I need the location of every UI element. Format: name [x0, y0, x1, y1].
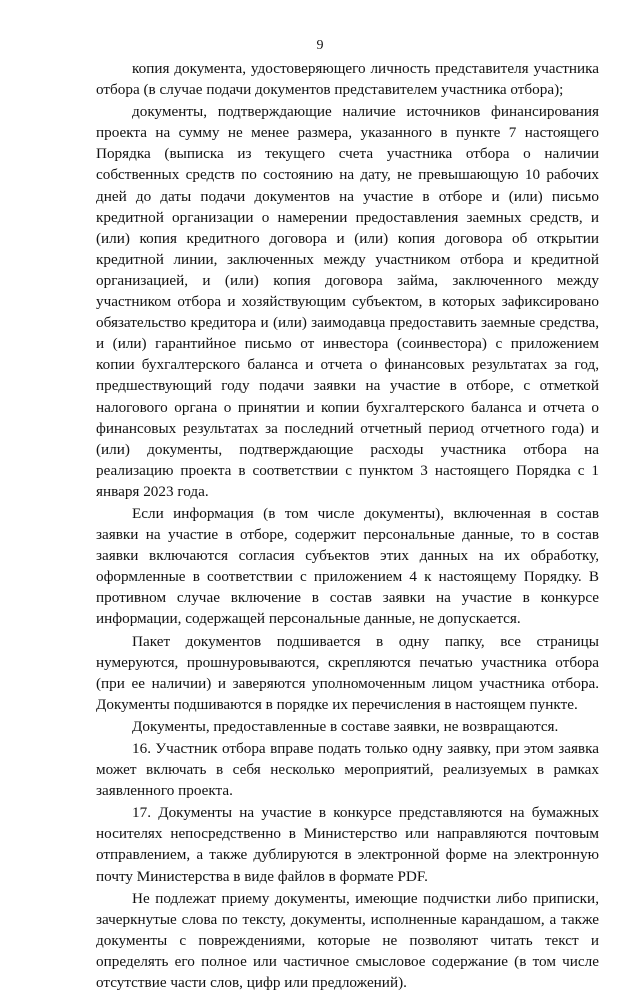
paragraph-not-accepted: Не подлежат приему документы, имеющие подчистки либо приписки, зачеркнутые слова по тексту, документы, исполненные карандашом, а также документы с повреждениями, которые не позволяют читать текст и определять его полное или частичное смысловое содержание (в том числе отсутствие части слов, цифр или предложений). [96, 889, 599, 992]
paragraph-item-16: 16. Участник отбора вправе подать только одну заявку, при этом заявка может включать в себя несколько мероприятий, реализуемых в рамках заявленного проекта. [96, 740, 599, 800]
paragraph-no-return: Документы, предоставленные в составе заявки, не возвращаются. [132, 717, 559, 735]
paragraph-financing-sources: документы, подтверждающие наличие источников финансирования проекта на сумму не менее размера, указанного в пункте 7 настоящего Порядка (выписка из текущего счета участника отбора о наличии собственных средств по состоянию на дату, не превышающую 10 рабочих дней до даты подачи документов на участие в отборе и (или) письмо кредитной организации о намерении предоставления заемных средств, и (или) копия кредитного договора и (или) копия договора об открытии кредитной линии, заключенных между участником отбора и кредитной организацией, и (или) копия договора займа, заключенного между участником отбора и хозяйствующим субъектом, в которых зафиксировано обязательство кредитора и (или) заимодавца предоставить заемные средства, и (или) гарантийное письмо от инвестора (соинвестора) с приложением копии бухгалтерского баланса и отчета о финансовых результатах за год, предшествующий году подачи заявки на участие в отборе, с отметкой налогового органа о принятии и копии бухгалтерского баланса и отчета о финансовых результатах за последний отчетный период отчетного года) и (или) документы, подтверждающие расходы участника отбора на реализацию проекта в соответствии с пунктом 3 настоящего Порядка с 1 января 2023 года. [96, 103, 599, 500]
page-number: 9 [316, 38, 324, 53]
paragraph-document-package: Пакет документов подшивается в одну папку, все страницы нумеруются, прошнуровываются, скрепляются печатью участника отбора (при ее наличии) и заверяются уполномоченным лицом участника отбора. Документы подшиваются в порядке их перечисления в настоящем пункте. [96, 632, 599, 713]
document-body [96, 58, 599, 993]
paragraph-representative-id-copy: копия документа, удостоверяющего личность представителя участника отбора (в случае подачи документов представителем участника отбора); [96, 60, 599, 99]
paragraph-item-17: 17. Документы на участие в конкурсе представляются на бумажных носителях непосредственно в Министерство или направляются почтовым отправлением, а также дублируются в электронной форме на электронную почту Министерства в виде файлов в формате PDF. [96, 804, 599, 885]
paragraph-personal-data: Если информация (в том числе документы), включенная в состав заявки на участие в отборе, содержит персональные данные, то в состав заявки включаются согласия субъектов этих данных на их обработку, оформленные в соответствии с приложением 4 к настоящему Порядку. В противном случае включение в состав заявки на участие в конкурсе информации, содержащей персональные данные, не допускается. [96, 504, 599, 628]
